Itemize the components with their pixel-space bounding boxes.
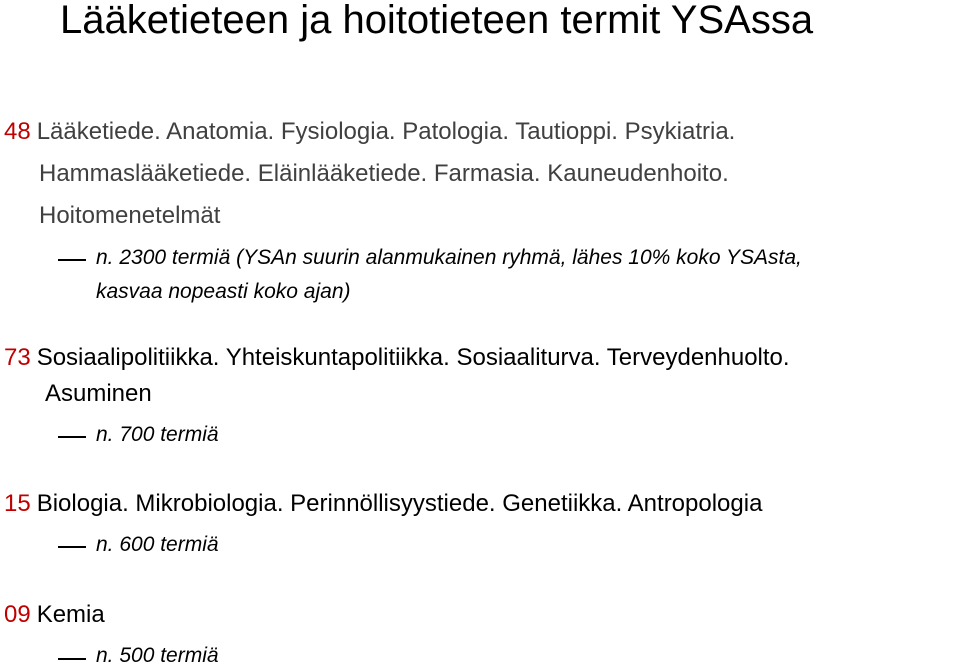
group-heading-line <box>4 344 790 372</box>
group-heading-line <box>4 601 105 629</box>
group-heading-line: Asuminen <box>45 380 152 407</box>
group-text: Lääketiede. Anatomia. Fysiologia. Patologia. Tautioppi. Psykiatria. <box>36 118 736 145</box>
dash-bullet <box>58 259 86 261</box>
term-count-line: n. 600 termiä <box>96 533 219 556</box>
group-text: Biologia. Mikrobiologia. Perinnöllisyystiede. Genetiikka. Antropologia <box>36 490 763 517</box>
dash-bullet <box>58 546 86 548</box>
group-heading-line <box>4 490 762 518</box>
term-count-line: n. 500 termiä <box>96 644 219 667</box>
dash-bullet <box>58 436 86 438</box>
group-heading-line: Hoitomenetelmät <box>39 202 221 229</box>
term-count-line: kasvaa nopeasti koko ajan) <box>96 280 351 303</box>
dash-bullet <box>58 658 86 660</box>
group-heading-line: Hammaslääketiede. Eläinlääketiede. Farmasia. Kauneudenhoito. <box>39 160 729 187</box>
slide-title: Lääketieteen ja hoitotieteen termit YSAssa <box>60 0 814 42</box>
group-code: 09 <box>4 601 31 628</box>
group-text: Kemia <box>36 601 105 628</box>
term-count-line: n. 700 termiä <box>96 423 219 446</box>
term-count-line: n. 2300 termiä (YSAn suurin alanmukainen ryhmä, lähes 10% koko YSAsta, <box>96 246 802 269</box>
group-text: Sosiaalipolitiikka. Yhteiskuntapolitiikka. Sosiaaliturva. Terveydenhuolto. <box>36 344 790 371</box>
group-code: 73 <box>4 344 31 371</box>
group-heading-line <box>4 118 735 146</box>
group-code: 15 <box>4 490 31 517</box>
group-code: 48 <box>4 118 31 145</box>
